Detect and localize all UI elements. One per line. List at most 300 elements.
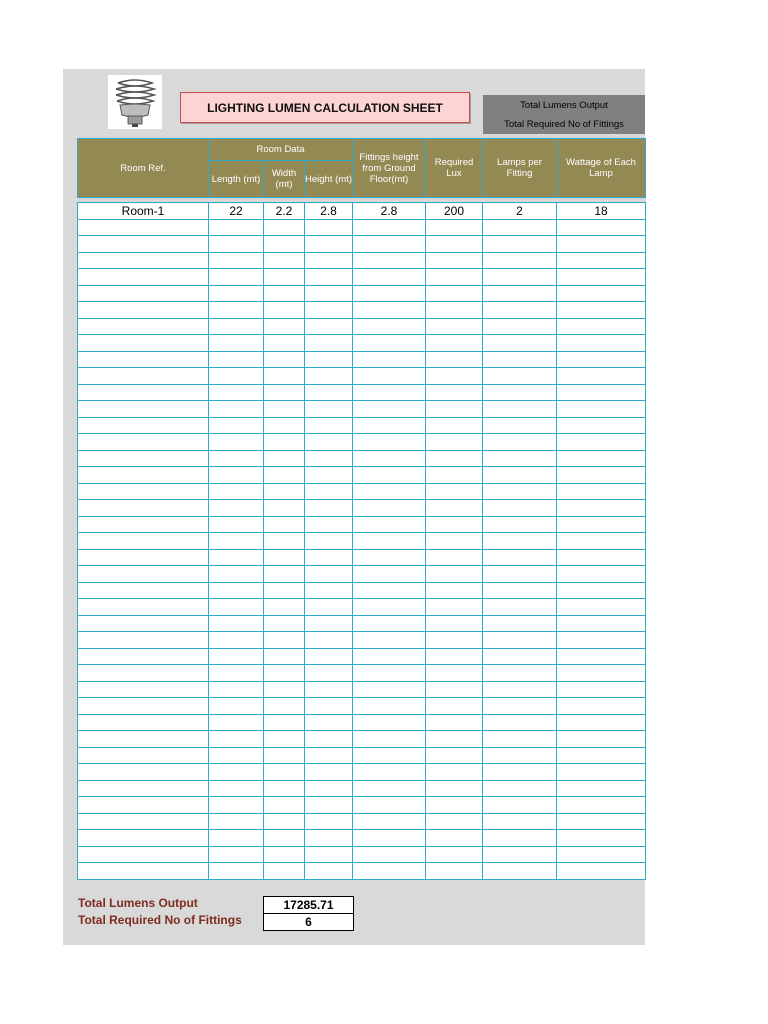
table-cell[interactable] [483, 450, 557, 467]
table-cell[interactable] [78, 269, 209, 286]
table-cell[interactable] [353, 830, 426, 847]
table-cell[interactable] [264, 302, 305, 319]
table-cell[interactable] [78, 846, 209, 863]
table-cell[interactable] [264, 467, 305, 484]
table-cell[interactable] [78, 236, 209, 253]
table-cell[interactable] [209, 351, 264, 368]
table-cell[interactable] [557, 434, 646, 451]
table-cell[interactable] [264, 236, 305, 253]
table-cell[interactable] [305, 269, 353, 286]
table-cell[interactable] [305, 450, 353, 467]
table-cell[interactable] [353, 731, 426, 748]
table-cell[interactable] [264, 252, 305, 269]
table-cell[interactable] [426, 714, 483, 731]
table-cell[interactable] [353, 417, 426, 434]
table-cell[interactable] [353, 269, 426, 286]
table-cell[interactable] [209, 780, 264, 797]
table-cell[interactable] [353, 632, 426, 649]
table-cell[interactable] [209, 599, 264, 616]
table-cell[interactable] [305, 780, 353, 797]
table-cell[interactable] [483, 318, 557, 335]
table-cell[interactable] [78, 714, 209, 731]
table-cell[interactable] [353, 434, 426, 451]
table-cell[interactable] [426, 417, 483, 434]
table-cell[interactable] [483, 467, 557, 484]
table-cell[interactable] [209, 846, 264, 863]
table-cell[interactable] [209, 384, 264, 401]
table-cell[interactable] [264, 368, 305, 385]
table-cell[interactable] [305, 632, 353, 649]
table-cell[interactable] [426, 813, 483, 830]
table-cell[interactable] [264, 648, 305, 665]
table-cell[interactable] [557, 846, 646, 863]
table-cell[interactable] [483, 401, 557, 418]
table-cell[interactable] [557, 335, 646, 352]
table-cell[interactable] [209, 368, 264, 385]
table-cell[interactable] [264, 681, 305, 698]
table-cell[interactable] [557, 500, 646, 517]
table-cell[interactable]: 22 [209, 203, 264, 220]
table-cell[interactable] [483, 863, 557, 880]
table-cell[interactable] [557, 797, 646, 814]
table-cell[interactable] [353, 599, 426, 616]
table-cell[interactable] [557, 252, 646, 269]
table-cell[interactable] [209, 401, 264, 418]
table-cell[interactable] [264, 417, 305, 434]
table-cell[interactable] [426, 632, 483, 649]
table-cell[interactable] [426, 318, 483, 335]
table-cell[interactable] [426, 384, 483, 401]
table-cell[interactable] [305, 830, 353, 847]
table-cell[interactable] [426, 747, 483, 764]
table-cell[interactable] [209, 285, 264, 302]
table-cell[interactable] [264, 863, 305, 880]
table-cell[interactable] [426, 665, 483, 682]
table-cell[interactable] [78, 450, 209, 467]
table-cell[interactable] [78, 549, 209, 566]
table-cell[interactable] [78, 483, 209, 500]
table-cell[interactable] [483, 516, 557, 533]
table-cell[interactable] [557, 384, 646, 401]
table-cell[interactable] [305, 384, 353, 401]
table-cell[interactable] [426, 450, 483, 467]
table-cell[interactable] [353, 368, 426, 385]
table-cell[interactable] [483, 285, 557, 302]
table-cell[interactable] [305, 533, 353, 550]
table-cell[interactable] [209, 269, 264, 286]
table-cell[interactable] [264, 714, 305, 731]
table-cell[interactable] [209, 335, 264, 352]
table-cell[interactable] [483, 615, 557, 632]
table-cell[interactable] [209, 764, 264, 781]
table-cell[interactable] [78, 368, 209, 385]
table-cell[interactable] [264, 483, 305, 500]
table-cell[interactable] [78, 582, 209, 599]
table-cell[interactable] [305, 599, 353, 616]
table-cell[interactable] [305, 285, 353, 302]
table-cell[interactable] [353, 698, 426, 715]
table-cell[interactable] [78, 780, 209, 797]
table-cell[interactable] [264, 830, 305, 847]
table-cell[interactable] [426, 797, 483, 814]
table-cell[interactable] [557, 219, 646, 236]
table-cell[interactable] [557, 863, 646, 880]
table-cell[interactable] [426, 516, 483, 533]
table-cell[interactable] [353, 351, 426, 368]
table-cell[interactable]: 200 [426, 203, 483, 220]
table-cell[interactable] [353, 450, 426, 467]
table-cell[interactable] [78, 351, 209, 368]
table-cell[interactable] [557, 599, 646, 616]
table-cell[interactable] [483, 764, 557, 781]
table-cell[interactable] [483, 681, 557, 698]
table-cell[interactable] [305, 467, 353, 484]
table-cell[interactable] [78, 302, 209, 319]
table-cell[interactable] [264, 731, 305, 748]
table-cell[interactable] [483, 813, 557, 830]
table-cell[interactable] [353, 318, 426, 335]
table-cell[interactable] [264, 285, 305, 302]
table-cell[interactable] [353, 846, 426, 863]
table-cell[interactable] [305, 615, 353, 632]
table-cell[interactable] [483, 500, 557, 517]
table-cell[interactable] [483, 302, 557, 319]
table-cell[interactable] [264, 599, 305, 616]
table-cell[interactable] [483, 747, 557, 764]
table-cell[interactable] [209, 615, 264, 632]
table-cell[interactable] [483, 219, 557, 236]
table-cell[interactable] [426, 219, 483, 236]
table-cell[interactable] [264, 219, 305, 236]
total-lumens-value[interactable]: 17285.71 [263, 896, 354, 914]
table-cell[interactable] [305, 516, 353, 533]
table-cell[interactable] [78, 764, 209, 781]
table-cell[interactable] [264, 450, 305, 467]
table-cell[interactable] [483, 566, 557, 583]
table-cell[interactable] [557, 615, 646, 632]
table-cell[interactable]: 2.8 [353, 203, 426, 220]
table-cell[interactable] [78, 500, 209, 517]
total-fittings-value[interactable]: 6 [263, 913, 354, 931]
table-cell[interactable] [483, 830, 557, 847]
table-cell[interactable] [78, 648, 209, 665]
table-cell[interactable] [209, 714, 264, 731]
table-cell[interactable] [557, 483, 646, 500]
table-cell[interactable] [78, 384, 209, 401]
table-cell[interactable] [209, 813, 264, 830]
table-cell[interactable] [305, 351, 353, 368]
table-cell[interactable] [264, 533, 305, 550]
table-cell[interactable] [483, 533, 557, 550]
table-cell[interactable] [209, 533, 264, 550]
table-cell[interactable] [78, 863, 209, 880]
table-cell[interactable] [483, 698, 557, 715]
table-cell[interactable] [557, 698, 646, 715]
table-cell[interactable] [305, 648, 353, 665]
table-cell[interactable] [78, 731, 209, 748]
table-cell[interactable] [557, 285, 646, 302]
table-cell[interactable] [426, 269, 483, 286]
table-cell[interactable] [557, 830, 646, 847]
table-cell[interactable] [305, 219, 353, 236]
table-cell[interactable] [305, 714, 353, 731]
table-cell[interactable] [353, 549, 426, 566]
table-cell[interactable] [305, 797, 353, 814]
table-cell[interactable] [305, 665, 353, 682]
table-cell[interactable] [78, 615, 209, 632]
table-cell[interactable] [426, 599, 483, 616]
table-cell[interactable] [426, 236, 483, 253]
table-cell[interactable] [209, 516, 264, 533]
table-cell[interactable]: Room-1 [78, 203, 209, 220]
table-cell[interactable] [78, 467, 209, 484]
table-cell[interactable] [353, 813, 426, 830]
table-cell[interactable] [78, 417, 209, 434]
table-cell[interactable] [305, 582, 353, 599]
table-cell[interactable] [264, 401, 305, 418]
table-cell[interactable] [353, 615, 426, 632]
table-cell[interactable] [78, 830, 209, 847]
table-cell[interactable] [209, 318, 264, 335]
table-cell[interactable] [78, 599, 209, 616]
table-cell[interactable]: 2.8 [305, 203, 353, 220]
table-cell[interactable] [426, 351, 483, 368]
table-cell[interactable] [353, 285, 426, 302]
table-cell[interactable] [483, 368, 557, 385]
table-cell[interactable] [264, 764, 305, 781]
table-cell[interactable] [426, 863, 483, 880]
table-cell[interactable] [78, 335, 209, 352]
table-cell[interactable] [78, 219, 209, 236]
table-cell[interactable] [483, 582, 557, 599]
table-cell[interactable] [426, 549, 483, 566]
table-cell[interactable] [264, 582, 305, 599]
table-cell[interactable] [483, 236, 557, 253]
table-cell[interactable] [264, 780, 305, 797]
table-cell[interactable] [426, 846, 483, 863]
table-cell[interactable] [353, 252, 426, 269]
table-cell[interactable]: 18 [557, 203, 646, 220]
table-cell[interactable] [483, 780, 557, 797]
table-cell[interactable] [557, 665, 646, 682]
table-cell[interactable] [264, 335, 305, 352]
table-cell[interactable] [209, 830, 264, 847]
table-cell[interactable] [426, 731, 483, 748]
table-cell[interactable] [305, 863, 353, 880]
table-cell[interactable] [264, 318, 305, 335]
table-cell[interactable] [264, 434, 305, 451]
table-cell[interactable] [209, 219, 264, 236]
table-cell[interactable] [78, 632, 209, 649]
table-cell[interactable] [264, 516, 305, 533]
table-cell[interactable] [78, 401, 209, 418]
table-cell[interactable] [305, 401, 353, 418]
table-cell[interactable] [426, 681, 483, 698]
table-cell[interactable] [426, 285, 483, 302]
table-cell[interactable] [209, 302, 264, 319]
table-cell[interactable] [305, 434, 353, 451]
table-cell[interactable] [78, 318, 209, 335]
table-cell[interactable] [305, 335, 353, 352]
table-cell[interactable] [557, 648, 646, 665]
table-cell[interactable] [353, 516, 426, 533]
table-cell[interactable] [209, 665, 264, 682]
table-cell[interactable] [557, 566, 646, 583]
table-cell[interactable] [78, 681, 209, 698]
table-cell[interactable] [557, 516, 646, 533]
table-cell[interactable] [426, 648, 483, 665]
table-cell[interactable] [78, 252, 209, 269]
table-cell[interactable] [209, 450, 264, 467]
table-cell[interactable] [353, 401, 426, 418]
table-cell[interactable] [426, 401, 483, 418]
table-cell[interactable] [483, 731, 557, 748]
table-cell[interactable] [264, 384, 305, 401]
table-cell[interactable] [426, 830, 483, 847]
table-cell[interactable]: 2 [483, 203, 557, 220]
table-cell[interactable] [264, 615, 305, 632]
table-cell[interactable] [557, 747, 646, 764]
table-cell[interactable] [264, 549, 305, 566]
table-cell[interactable] [353, 863, 426, 880]
table-cell[interactable] [264, 665, 305, 682]
table-cell[interactable] [557, 714, 646, 731]
table-cell[interactable] [209, 648, 264, 665]
table-cell[interactable] [264, 269, 305, 286]
table-cell[interactable] [557, 549, 646, 566]
table-cell[interactable] [426, 368, 483, 385]
table-cell[interactable] [426, 483, 483, 500]
table-cell[interactable] [353, 467, 426, 484]
table-cell[interactable] [209, 417, 264, 434]
table-cell[interactable] [209, 549, 264, 566]
table-cell[interactable] [305, 500, 353, 517]
table-cell[interactable] [426, 582, 483, 599]
table-cell[interactable] [483, 549, 557, 566]
table-cell[interactable] [264, 500, 305, 517]
table-cell[interactable] [426, 780, 483, 797]
table-cell[interactable] [557, 401, 646, 418]
table-cell[interactable] [353, 533, 426, 550]
table-cell[interactable] [305, 318, 353, 335]
table-cell[interactable] [557, 780, 646, 797]
table-cell[interactable] [78, 285, 209, 302]
table-cell[interactable] [426, 500, 483, 517]
table-cell[interactable] [557, 417, 646, 434]
table-cell[interactable] [483, 483, 557, 500]
table-cell[interactable] [264, 566, 305, 583]
table-cell[interactable] [78, 434, 209, 451]
table-cell[interactable] [78, 566, 209, 583]
table-cell[interactable] [483, 797, 557, 814]
table-cell[interactable] [426, 302, 483, 319]
table-cell[interactable] [209, 863, 264, 880]
table-cell[interactable] [78, 516, 209, 533]
table-cell[interactable] [353, 483, 426, 500]
table-cell[interactable] [209, 500, 264, 517]
table-cell[interactable] [209, 681, 264, 698]
table-cell[interactable] [353, 665, 426, 682]
table-cell[interactable] [426, 467, 483, 484]
table-cell[interactable] [209, 236, 264, 253]
table-cell[interactable] [557, 632, 646, 649]
table-cell[interactable] [78, 813, 209, 830]
table-cell[interactable] [264, 747, 305, 764]
table-cell[interactable] [209, 797, 264, 814]
table-cell[interactable] [264, 632, 305, 649]
table-cell[interactable] [353, 566, 426, 583]
table-cell[interactable] [483, 632, 557, 649]
table-cell[interactable] [353, 302, 426, 319]
table-cell[interactable] [264, 846, 305, 863]
table-cell[interactable] [353, 500, 426, 517]
table-cell[interactable] [305, 483, 353, 500]
table-cell[interactable] [483, 269, 557, 286]
table-cell[interactable] [264, 797, 305, 814]
table-cell[interactable] [557, 368, 646, 385]
table-cell[interactable] [305, 846, 353, 863]
table-cell[interactable] [209, 566, 264, 583]
table-cell[interactable] [305, 698, 353, 715]
table-cell[interactable] [353, 648, 426, 665]
table-cell[interactable] [305, 813, 353, 830]
table-cell[interactable] [209, 434, 264, 451]
table-cell[interactable] [264, 351, 305, 368]
table-cell[interactable] [305, 681, 353, 698]
table-cell[interactable] [483, 714, 557, 731]
table-cell[interactable] [305, 747, 353, 764]
table-cell[interactable] [557, 533, 646, 550]
table-cell[interactable] [209, 582, 264, 599]
table-cell[interactable] [557, 582, 646, 599]
table-cell[interactable] [305, 236, 353, 253]
table-cell[interactable] [305, 252, 353, 269]
table-cell[interactable] [426, 615, 483, 632]
table-cell[interactable] [483, 599, 557, 616]
table-cell[interactable] [264, 813, 305, 830]
table-cell[interactable] [557, 302, 646, 319]
table-cell[interactable] [305, 731, 353, 748]
table-cell[interactable] [426, 698, 483, 715]
table-cell[interactable] [353, 384, 426, 401]
table-cell[interactable] [353, 236, 426, 253]
table-cell[interactable] [557, 236, 646, 253]
table-cell[interactable] [426, 252, 483, 269]
table-cell[interactable] [483, 417, 557, 434]
table-cell[interactable] [209, 483, 264, 500]
table-cell[interactable] [426, 566, 483, 583]
table-cell[interactable] [353, 219, 426, 236]
table-cell[interactable] [209, 747, 264, 764]
table-cell[interactable] [426, 335, 483, 352]
table-cell[interactable] [305, 566, 353, 583]
table-cell[interactable] [483, 335, 557, 352]
table-cell[interactable] [353, 780, 426, 797]
table-cell[interactable] [426, 764, 483, 781]
table-cell[interactable] [78, 698, 209, 715]
table-cell[interactable] [557, 351, 646, 368]
table-cell[interactable] [78, 533, 209, 550]
table-cell[interactable] [305, 764, 353, 781]
table-cell[interactable] [557, 467, 646, 484]
table-cell[interactable] [426, 533, 483, 550]
table-cell[interactable] [353, 797, 426, 814]
table-cell[interactable] [483, 384, 557, 401]
table-cell[interactable] [209, 731, 264, 748]
table-cell[interactable] [483, 665, 557, 682]
table-cell[interactable] [78, 797, 209, 814]
table-cell[interactable] [209, 632, 264, 649]
